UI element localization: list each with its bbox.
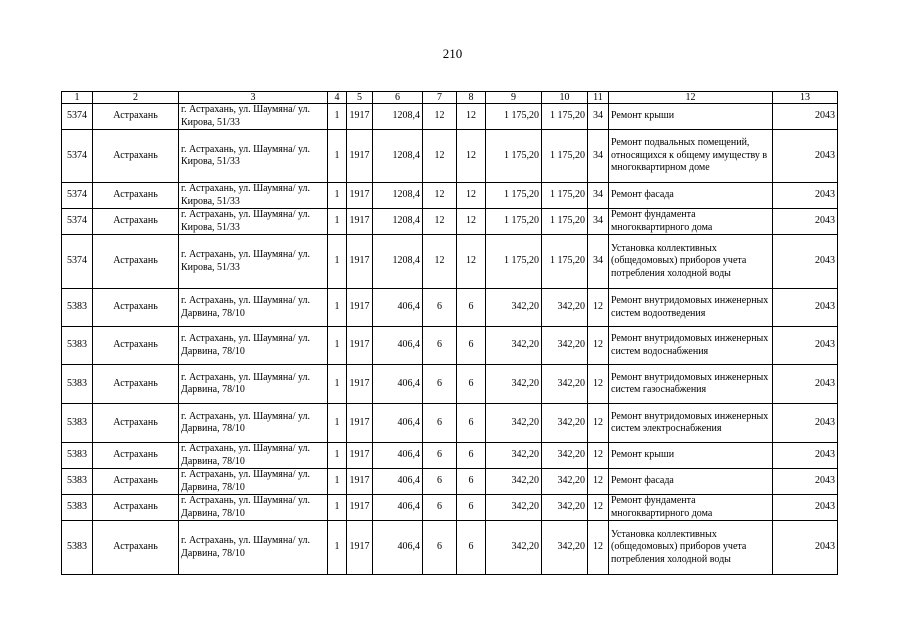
cell-cost-2: 1 175,20 — [542, 183, 588, 209]
cell-work-type: Ремонт подвальных помещений, относящихся к общему имуществу в многоквартирном доме — [609, 130, 773, 183]
cell-col-8: 12 — [457, 104, 486, 130]
column-header-13: 13 — [773, 92, 838, 104]
cell-col-11: 12 — [588, 289, 609, 327]
cell-work-type: Ремонт крыши — [609, 104, 773, 130]
cell-col-11: 12 — [588, 443, 609, 469]
cell-cost-1: 342,20 — [486, 365, 542, 404]
cell-completion-year: 2043 — [773, 104, 838, 130]
cell-locality: Астрахань — [93, 443, 179, 469]
table-row — [62, 183, 838, 209]
column-header-9: 9 — [486, 92, 542, 104]
cell-completion-year: 2043 — [773, 521, 838, 575]
table-row — [62, 365, 838, 404]
cell-area: 406,4 — [373, 327, 423, 365]
cell-work-type: Ремонт внутридомовых инженерных систем водоснабжения — [609, 327, 773, 365]
column-header-10: 10 — [542, 92, 588, 104]
cell-col-8: 6 — [457, 365, 486, 404]
column-header-2: 2 — [93, 92, 179, 104]
cell-cost-2: 1 175,20 — [542, 130, 588, 183]
cell-col-11: 34 — [588, 183, 609, 209]
cell-year-built: 1917 — [347, 289, 373, 327]
cell-building-id: 5374 — [62, 235, 93, 289]
cell-building-id: 5374 — [62, 209, 93, 235]
table-row — [62, 104, 838, 130]
cell-col-11: 12 — [588, 327, 609, 365]
cell-address: г. Астрахань, ул. Шаумяна/ ул. Дарвина, 78/10 — [179, 289, 328, 327]
cell-area: 406,4 — [373, 469, 423, 495]
cell-work-type: Ремонт фасада — [609, 469, 773, 495]
cell-address: г. Астрахань, ул. Шаумяна/ ул. Кирова, 51/33 — [179, 130, 328, 183]
cell-col-8: 12 — [457, 235, 486, 289]
table-row — [62, 235, 838, 289]
cell-locality: Астрахань — [93, 327, 179, 365]
cell-cost-1: 342,20 — [486, 404, 542, 443]
cell-work-type: Установка коллективных (общедомовых) приборов учета потребления холодной воды — [609, 521, 773, 575]
cell-building-id: 5383 — [62, 327, 93, 365]
cell-address: г. Астрахань, ул. Шаумяна/ ул. Дарвина, 78/10 — [179, 495, 328, 521]
column-header-3: 3 — [179, 92, 328, 104]
cell-col-4: 1 — [328, 289, 347, 327]
cell-cost-1: 1 175,20 — [486, 235, 542, 289]
table-row — [62, 443, 838, 469]
cell-year-built: 1917 — [347, 443, 373, 469]
cell-completion-year: 2043 — [773, 130, 838, 183]
cell-col-4: 1 — [328, 104, 347, 130]
table-row — [62, 521, 838, 575]
cell-address: г. Астрахань, ул. Шаумяна/ ул. Дарвина, 78/10 — [179, 443, 328, 469]
cell-address: г. Астрахань, ул. Шаумяна/ ул. Дарвина, 78/10 — [179, 404, 328, 443]
cell-year-built: 1917 — [347, 404, 373, 443]
cell-completion-year: 2043 — [773, 404, 838, 443]
cell-address: г. Астрахань, ул. Шаумяна/ ул. Кирова, 51/33 — [179, 104, 328, 130]
cell-building-id: 5383 — [62, 404, 93, 443]
cell-cost-1: 342,20 — [486, 289, 542, 327]
cell-locality: Астрахань — [93, 495, 179, 521]
column-header-7: 7 — [423, 92, 457, 104]
cell-cost-2: 342,20 — [542, 469, 588, 495]
table-row — [62, 404, 838, 443]
cell-col-7: 6 — [423, 365, 457, 404]
cell-area: 406,4 — [373, 289, 423, 327]
cell-locality: Астрахань — [93, 235, 179, 289]
cell-locality: Астрахань — [93, 130, 179, 183]
cell-area: 1208,4 — [373, 104, 423, 130]
cell-col-8: 6 — [457, 469, 486, 495]
cell-year-built: 1917 — [347, 495, 373, 521]
cell-address: г. Астрахань, ул. Шаумяна/ ул. Кирова, 51/33 — [179, 183, 328, 209]
column-header-12: 12 — [609, 92, 773, 104]
cell-col-7: 12 — [423, 209, 457, 235]
table-row — [62, 495, 838, 521]
cell-work-type: Ремонт внутридомовых инженерных систем электроснабжения — [609, 404, 773, 443]
column-header-5: 5 — [347, 92, 373, 104]
cell-col-4: 1 — [328, 495, 347, 521]
cell-col-11: 12 — [588, 521, 609, 575]
table-row — [62, 209, 838, 235]
cell-completion-year: 2043 — [773, 289, 838, 327]
cell-cost-2: 342,20 — [542, 327, 588, 365]
cell-completion-year: 2043 — [773, 209, 838, 235]
cell-col-7: 6 — [423, 327, 457, 365]
table-row — [62, 327, 838, 365]
cell-building-id: 5383 — [62, 365, 93, 404]
cell-col-7: 6 — [423, 289, 457, 327]
cell-locality: Астрахань — [93, 289, 179, 327]
cell-col-7: 6 — [423, 404, 457, 443]
cell-col-7: 12 — [423, 235, 457, 289]
cell-work-type: Ремонт фундамента многоквартирного дома — [609, 495, 773, 521]
cell-col-7: 6 — [423, 469, 457, 495]
cell-locality: Астрахань — [93, 183, 179, 209]
cell-completion-year: 2043 — [773, 365, 838, 404]
cell-cost-1: 1 175,20 — [486, 130, 542, 183]
cell-area: 406,4 — [373, 521, 423, 575]
cell-col-11: 34 — [588, 130, 609, 183]
cell-completion-year: 2043 — [773, 495, 838, 521]
column-header-1: 1 — [62, 92, 93, 104]
cell-col-7: 12 — [423, 130, 457, 183]
cell-cost-2: 342,20 — [542, 443, 588, 469]
cell-col-4: 1 — [328, 469, 347, 495]
cell-area: 406,4 — [373, 495, 423, 521]
cell-year-built: 1917 — [347, 469, 373, 495]
cell-col-7: 12 — [423, 104, 457, 130]
cell-work-type: Установка коллективных (общедомовых) приборов учета потребления холодной воды — [609, 235, 773, 289]
cell-address: г. Астрахань, ул. Шаумяна/ ул. Дарвина, 78/10 — [179, 521, 328, 575]
cell-col-7: 6 — [423, 443, 457, 469]
cell-col-11: 34 — [588, 209, 609, 235]
cell-cost-1: 342,20 — [486, 469, 542, 495]
cell-col-11: 34 — [588, 235, 609, 289]
cell-cost-2: 342,20 — [542, 495, 588, 521]
column-header-4: 4 — [328, 92, 347, 104]
cell-area: 1208,4 — [373, 235, 423, 289]
cell-col-8: 12 — [457, 183, 486, 209]
cell-cost-1: 342,20 — [486, 443, 542, 469]
cell-col-11: 12 — [588, 365, 609, 404]
cell-year-built: 1917 — [347, 130, 373, 183]
cell-col-4: 1 — [328, 209, 347, 235]
cell-cost-1: 1 175,20 — [486, 183, 542, 209]
cell-cost-2: 342,20 — [542, 521, 588, 575]
cell-year-built: 1917 — [347, 209, 373, 235]
cell-completion-year: 2043 — [773, 183, 838, 209]
cell-year-built: 1917 — [347, 235, 373, 289]
cell-col-7: 6 — [423, 521, 457, 575]
cell-col-8: 6 — [457, 289, 486, 327]
cell-cost-1: 1 175,20 — [486, 209, 542, 235]
cell-col-11: 12 — [588, 495, 609, 521]
cell-locality: Астрахань — [93, 209, 179, 235]
cell-cost-2: 1 175,20 — [542, 235, 588, 289]
cell-address: г. Астрахань, ул. Шаумяна/ ул. Дарвина, 78/10 — [179, 469, 328, 495]
cell-col-11: 12 — [588, 469, 609, 495]
cell-cost-2: 1 175,20 — [542, 209, 588, 235]
cell-area: 406,4 — [373, 365, 423, 404]
cell-col-4: 1 — [328, 443, 347, 469]
cell-building-id: 5383 — [62, 495, 93, 521]
data-table — [61, 91, 838, 575]
cell-building-id: 5374 — [62, 183, 93, 209]
table-row — [62, 289, 838, 327]
cell-col-7: 6 — [423, 495, 457, 521]
cell-completion-year: 2043 — [773, 327, 838, 365]
cell-locality: Астрахань — [93, 469, 179, 495]
cell-work-type: Ремонт фундамента многоквартирного дома — [609, 209, 773, 235]
table-row — [62, 469, 838, 495]
cell-area: 406,4 — [373, 404, 423, 443]
cell-col-4: 1 — [328, 327, 347, 365]
cell-area: 406,4 — [373, 443, 423, 469]
cell-locality: Астрахань — [93, 104, 179, 130]
cell-completion-year: 2043 — [773, 235, 838, 289]
cell-cost-2: 1 175,20 — [542, 104, 588, 130]
cell-col-8: 6 — [457, 521, 486, 575]
cell-year-built: 1917 — [347, 104, 373, 130]
cell-area: 1208,4 — [373, 183, 423, 209]
cell-col-8: 6 — [457, 327, 486, 365]
cell-locality: Астрахань — [93, 365, 179, 404]
cell-col-8: 6 — [457, 495, 486, 521]
page-number: 210 — [442, 46, 463, 61]
column-header-6: 6 — [373, 92, 423, 104]
cell-area: 1208,4 — [373, 209, 423, 235]
cell-locality: Астрахань — [93, 521, 179, 575]
cell-completion-year: 2043 — [773, 469, 838, 495]
cell-col-8: 6 — [457, 404, 486, 443]
header-row — [62, 92, 838, 104]
cell-col-11: 12 — [588, 404, 609, 443]
cell-year-built: 1917 — [347, 365, 373, 404]
cell-col-7: 12 — [423, 183, 457, 209]
cell-work-type: Ремонт внутридомовых инженерных систем газоснабжения — [609, 365, 773, 404]
cell-address: г. Астрахань, ул. Шаумяна/ ул. Кирова, 51/33 — [179, 209, 328, 235]
cell-year-built: 1917 — [347, 327, 373, 365]
cell-cost-1: 342,20 — [486, 521, 542, 575]
cell-building-id: 5383 — [62, 469, 93, 495]
cell-col-8: 12 — [457, 130, 486, 183]
cell-col-4: 1 — [328, 183, 347, 209]
cell-cost-2: 342,20 — [542, 404, 588, 443]
cell-area: 1208,4 — [373, 130, 423, 183]
cell-work-type: Ремонт фасада — [609, 183, 773, 209]
cell-address: г. Астрахань, ул. Шаумяна/ ул. Дарвина, 78/10 — [179, 327, 328, 365]
cell-cost-2: 342,20 — [542, 365, 588, 404]
cell-work-type: Ремонт внутридомовых инженерных систем водоотведения — [609, 289, 773, 327]
cell-cost-1: 342,20 — [486, 327, 542, 365]
cell-building-id: 5383 — [62, 521, 93, 575]
cell-col-8: 6 — [457, 443, 486, 469]
cell-building-id: 5374 — [62, 104, 93, 130]
cell-col-4: 1 — [328, 521, 347, 575]
cell-cost-1: 342,20 — [486, 495, 542, 521]
cell-building-id: 5383 — [62, 289, 93, 327]
cell-address: г. Астрахань, ул. Шаумяна/ ул. Дарвина, 78/10 — [179, 365, 328, 404]
cell-cost-1: 1 175,20 — [486, 104, 542, 130]
cell-work-type: Ремонт крыши — [609, 443, 773, 469]
cell-year-built: 1917 — [347, 521, 373, 575]
cell-building-id: 5383 — [62, 443, 93, 469]
cell-locality: Астрахань — [93, 404, 179, 443]
cell-col-4: 1 — [328, 404, 347, 443]
cell-address: г. Астрахань, ул. Шаумяна/ ул. Кирова, 51/33 — [179, 235, 328, 289]
column-header-8: 8 — [457, 92, 486, 104]
cell-col-4: 1 — [328, 130, 347, 183]
cell-col-4: 1 — [328, 235, 347, 289]
cell-col-8: 12 — [457, 209, 486, 235]
cell-completion-year: 2043 — [773, 443, 838, 469]
cell-cost-2: 342,20 — [542, 289, 588, 327]
cell-building-id: 5374 — [62, 130, 93, 183]
table-body — [62, 104, 838, 575]
cell-col-4: 1 — [328, 365, 347, 404]
cell-year-built: 1917 — [347, 183, 373, 209]
table-row — [62, 130, 838, 183]
column-header-11: 11 — [588, 92, 609, 104]
cell-col-11: 34 — [588, 104, 609, 130]
